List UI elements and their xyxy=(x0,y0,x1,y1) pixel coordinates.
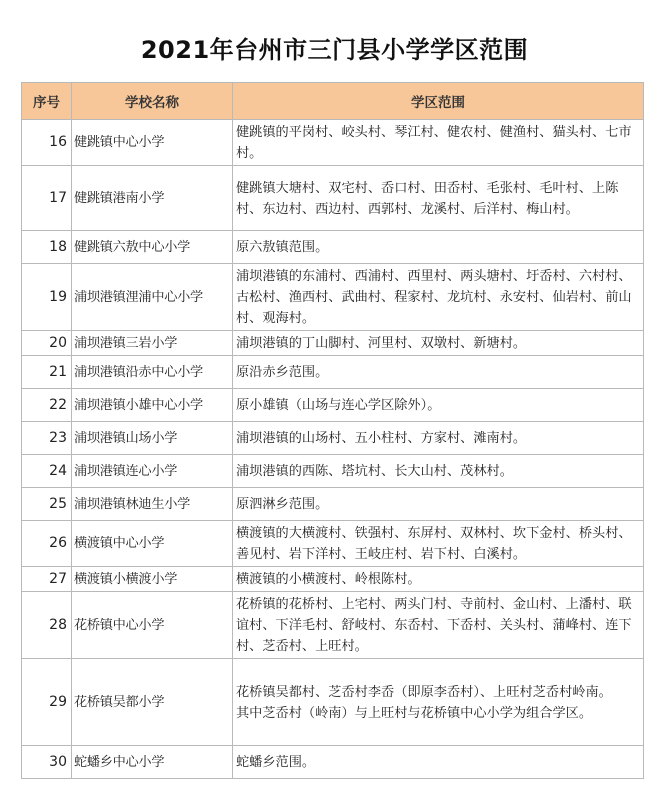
row-num: 25 xyxy=(22,488,72,521)
row-school: 横渡镇小横渡小学 xyxy=(72,567,233,592)
range-text: 浦坝港镇的丁山脚村、河里村、双墩村、新塘村。 xyxy=(236,336,527,351)
row-num: 28 xyxy=(22,592,72,659)
row-num: 27 xyxy=(22,567,72,592)
row-num: 22 xyxy=(22,389,72,422)
range-text: 花桥镇吴都村、芝岙村李岙（即原李岙村）、上旺村芝岙村岭南。 xyxy=(236,684,612,700)
row-school: 横渡镇中心小学 xyxy=(72,521,233,567)
table-body xyxy=(22,120,644,779)
table-row xyxy=(22,422,644,455)
range-text: 健跳镇的平岗村、峧头村、琴江村、健农村、健渔村、猫头村、七市村。 xyxy=(236,125,632,161)
table-row xyxy=(22,389,644,422)
row-school: 浦坝港镇林迪生小学 xyxy=(72,488,233,521)
row-num: 16 xyxy=(22,120,72,166)
range-text: 蛇蟠乡范围。 xyxy=(236,755,316,770)
row-num: 20 xyxy=(22,331,72,356)
row-school: 健跳镇港南小学 xyxy=(72,166,233,231)
range-text: 横渡镇的小横渡村、岭根陈村。 xyxy=(236,572,421,587)
row-range xyxy=(233,592,644,659)
row-school: 花桥镇吴都小学 xyxy=(72,659,233,746)
range-text: 原沿赤乡范围。 xyxy=(236,365,329,380)
range-text: 其中芝岙村（岭南）与上旺村与花桥镇中心小学为组合学区。 xyxy=(236,705,593,721)
table-row xyxy=(22,455,644,488)
row-school: 浦坝港镇三岩小学 xyxy=(72,331,233,356)
row-range xyxy=(233,455,644,488)
row-num: 30 xyxy=(22,746,72,779)
table-header-row xyxy=(22,83,644,120)
table-row xyxy=(22,331,644,356)
row-num: 21 xyxy=(22,356,72,389)
range-text: 横渡镇的大横渡村、铁强村、东屏村、双林村、坎下金村、桥头村、善见村、岩下洋村、王岐庄村、岩下村、白溪村。 xyxy=(236,526,632,562)
table-row xyxy=(22,356,644,389)
row-school: 浦坝港镇浬浦中心小学 xyxy=(72,264,233,331)
row-num: 24 xyxy=(22,455,72,488)
row-school: 蛇蟠乡中心小学 xyxy=(72,746,233,779)
table-row xyxy=(22,231,644,264)
range-text: 原六敖镇范围。 xyxy=(236,240,329,255)
row-range xyxy=(233,356,644,389)
header-range: 学区范围 xyxy=(233,83,644,120)
range-text: 健跳镇大塘村、双宅村、岙口村、田岙村、毛张村、毛叶村、上陈村、东边村、西边村、西郭村、龙溪村、后洋村、梅山村。 xyxy=(236,180,619,217)
range-text: 浦坝港镇的西陈、塔坑村、长大山村、茂林村。 xyxy=(236,464,513,479)
row-num: 18 xyxy=(22,231,72,264)
row-school: 健跳镇六敖中心小学 xyxy=(72,231,233,264)
row-range xyxy=(233,166,644,231)
page-title: 2021年台州市三门县小学学区范围 xyxy=(140,36,529,64)
row-range xyxy=(233,746,644,779)
range-text: 花桥镇的花桥村、上宅村、两头门村、寺前村、金山村、上潘村、联谊村、下洋毛村、舒岐村、东岙村、下岙村、关头村、蒲峰村、连下村、芝岙村、上旺村。 xyxy=(236,597,632,654)
school-district-table xyxy=(21,82,644,779)
row-range xyxy=(233,120,644,166)
header-num: 序号 xyxy=(22,83,72,120)
row-school: 浦坝港镇沿赤中心小学 xyxy=(72,356,233,389)
row-range xyxy=(233,567,644,592)
range-text: 原泗淋乡范围。 xyxy=(236,497,329,512)
row-range xyxy=(233,331,644,356)
row-school: 花桥镇中心小学 xyxy=(72,592,233,659)
table-row xyxy=(22,659,644,746)
row-num: 29 xyxy=(22,659,72,746)
row-range xyxy=(233,389,644,422)
header-school: 学校名称 xyxy=(72,83,233,120)
table-row xyxy=(22,567,644,592)
table-row xyxy=(22,746,644,779)
range-text: 浦坝港镇的山场村、五小柱村、方家村、滩南村。 xyxy=(236,431,527,446)
table-row xyxy=(22,166,644,231)
row-school: 浦坝港镇小雄中心小学 xyxy=(72,389,233,422)
table-row xyxy=(22,120,644,166)
row-range xyxy=(233,264,644,331)
row-range xyxy=(233,231,644,264)
row-num: 19 xyxy=(22,264,72,331)
table-row xyxy=(22,488,644,521)
row-school: 健跳镇中心小学 xyxy=(72,120,233,166)
row-num: 17 xyxy=(22,166,72,231)
row-num: 26 xyxy=(22,521,72,567)
table-row xyxy=(22,264,644,331)
row-school: 浦坝港镇山场小学 xyxy=(72,422,233,455)
row-school: 浦坝港镇连心小学 xyxy=(72,455,233,488)
range-text: 浦坝港镇的东浦村、西浦村、西里村、两头塘村、圩岙村、六村村、古松村、渔西村、武曲村、程家村、龙坑村、永安村、仙岩村、前山村、观海村。 xyxy=(236,269,632,326)
table-row xyxy=(22,592,644,659)
row-range xyxy=(233,521,644,567)
row-range xyxy=(233,488,644,521)
row-num: 23 xyxy=(22,422,72,455)
row-range xyxy=(233,659,644,746)
row-range xyxy=(233,422,644,455)
range-text: 原小雄镇（山场与连心学区除外）。 xyxy=(236,398,441,413)
table-row xyxy=(22,521,644,567)
